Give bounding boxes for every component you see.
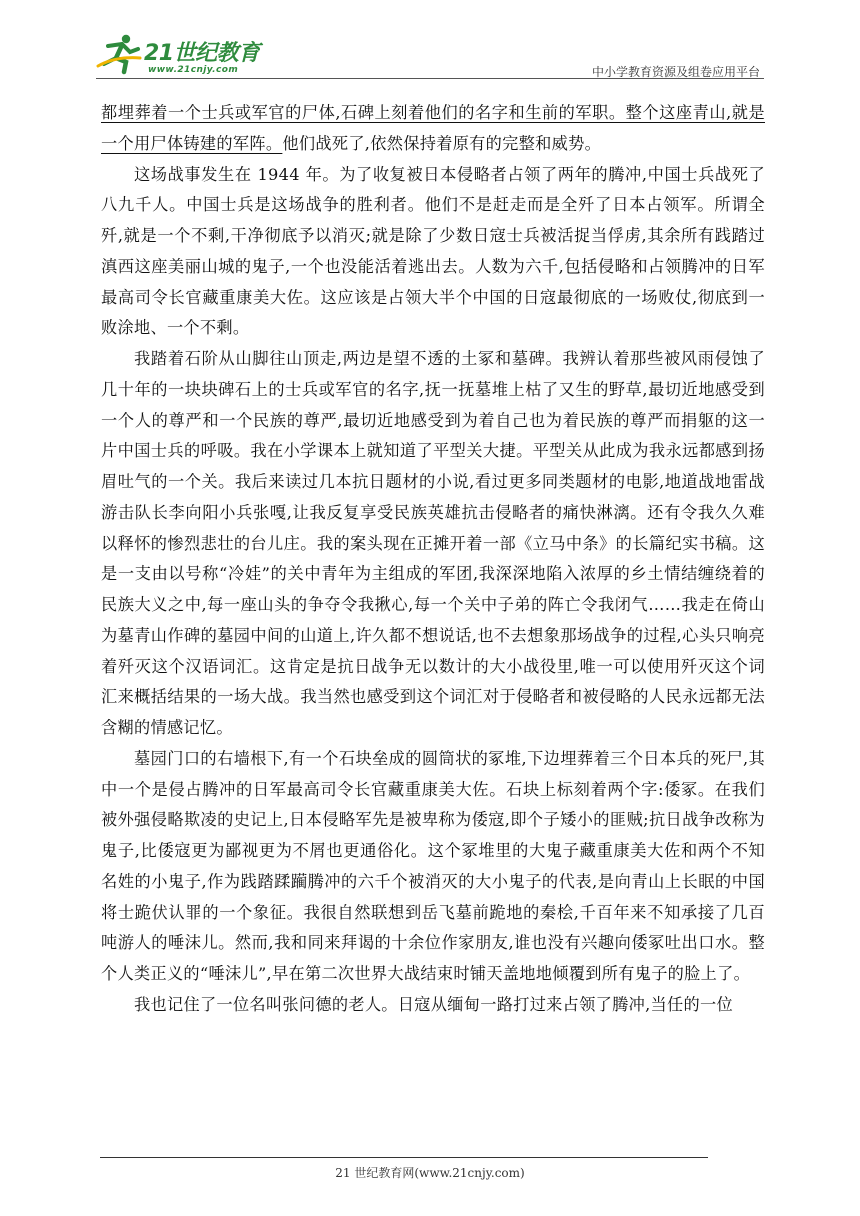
logo-title: 21世纪教育 [144,41,260,66]
paragraph-5: 我也记住了一位名叫张问德的老人。日寇从缅甸一路打过来占领了腾冲,当任的一位 [134,994,733,1014]
page-header [96,30,764,80]
logo-url: www.21cnjy.com [148,65,239,75]
page-footer: 21 世纪教育网(www.21cnjy.com) [335,1166,525,1180]
article-body [101,98,765,1021]
paragraph-1-rest: 他们战死了,依然保持着原有的完整和威势。 [282,133,602,153]
underlined-passage: 都埋葬着一个士兵或军官的尸体,石碑上刻着他们的名字和生前的军职。整个这座青山,就是一个用尸体铸建的军阵。 [101,103,765,153]
paragraph-2: 这场战事发生在 1944 年。为了收复被日本侵略者占领了两年的腾冲,中国士兵战死了八九千人。中国士兵是这场战争的胜利者。他们不是赶走而是全歼了日本占领军。所谓全歼,就是一个不剩,干净彻底予以消灭;就是除了少数日寇士兵被活捉当俘虏,其余所有践踏过滇西这座美丽山城的鬼子,一个也没能活着逃出去。人数为六千,包括侵略和占领腾冲的日军最高司令长官藏重康美大佐。这应该是占领大半个中国的日寇最彻底的一场败仗,彻底到一败涂地、一个不剩。 [101,164,765,338]
paragraph-4: 墓园门口的右墙根下,有一个石块垒成的圆筒状的冢堆,下边埋葬着三个日本兵的死尸,其中一个是侵占腾冲的日军最高司令长官藏重康美大佐。石块上标刻着两个字:倭冢。在我们被外强侵略欺凌的史记上,日本侵略军先是被卑称为倭寇,即个子矮小的匪贼;抗日战争改称为鬼子,比倭寇更为鄙视更为不屑也更通俗化。这个冢堆里的大鬼子藏重康美大佐和两个不知名姓的小鬼子,作为践踏蹂躏腾冲的六千个被消灭的大小鬼子的代表,是向青山上长眠的中国将士跪伏认罪的一个象征。我很自然联想到岳飞墓前跪地的秦桧,千百年来不知承接了几百吨游人的唾沫儿。然而,我和同来拜谒的十余位作家朋友,谁也没有兴趣向倭冢吐出口水。整个人类正义的“唾沫儿”,早在第二次世界大战结束时铺天盖地地倾覆到所有鬼子的脸上了。 [101,748,765,983]
site-logo[interactable] [96,32,266,76]
paragraph-1 [101,98,765,160]
header-divider [96,78,764,79]
footer-divider [100,1157,708,1158]
runner-logo-icon [96,32,146,76]
paragraph-3: 我踏着石阶从山脚往山顶走,两边是望不透的土冢和墓碑。我辨认着那些被风雨侵蚀了几十年的一块块碑石上的士兵或军官的名字,抚一抚墓堆上枯了又生的野草,最切近地感受到一个人的尊严和一个民族的尊严,最切近地感受到为着自己也为着民族的尊严而捐躯的这一片中国士兵的呼吸。我在小学课本上就知道了平型关大捷。平型关从此成为我永远都感到扬眉吐气的一个关。我后来读过几本抗日题材的小说,看过更多同类题材的电影,地道战地雷战游击队长李向阳小兵张嘎,让我反复享受民族英雄抗击侵略者的痛快淋漓。还有令我久久难以释怀的惨烈悲壮的台儿庄。我的案头现在正摊开着一部《立马中条》的长篇纪实书稿。这是一支由以号称“冷娃”的关中青年为主组成的军团,我深深地陷入浓厚的乡土情结缠绕着的民族大义之中,每一座山头的争夺令我揪心,每一个关中子弟的阵亡令我闭气……我走在倚山为墓青山作碑的墓园中间的山道上,许久都不想说话,也不去想象那场战争的过程,心头只响亮着歼灭这个汉语词汇。这肯定是抗日战争无以数计的大小战役里,唯一可以使用歼灭这个词汇来概括结果的一场大战。我当然也感受到这个词汇对于侵略者和被侵略的人民永远都无法含糊的情感记忆。 [101,349,765,737]
platform-tagline: 中小学教育资源及组卷应用平台 [591,65,760,79]
